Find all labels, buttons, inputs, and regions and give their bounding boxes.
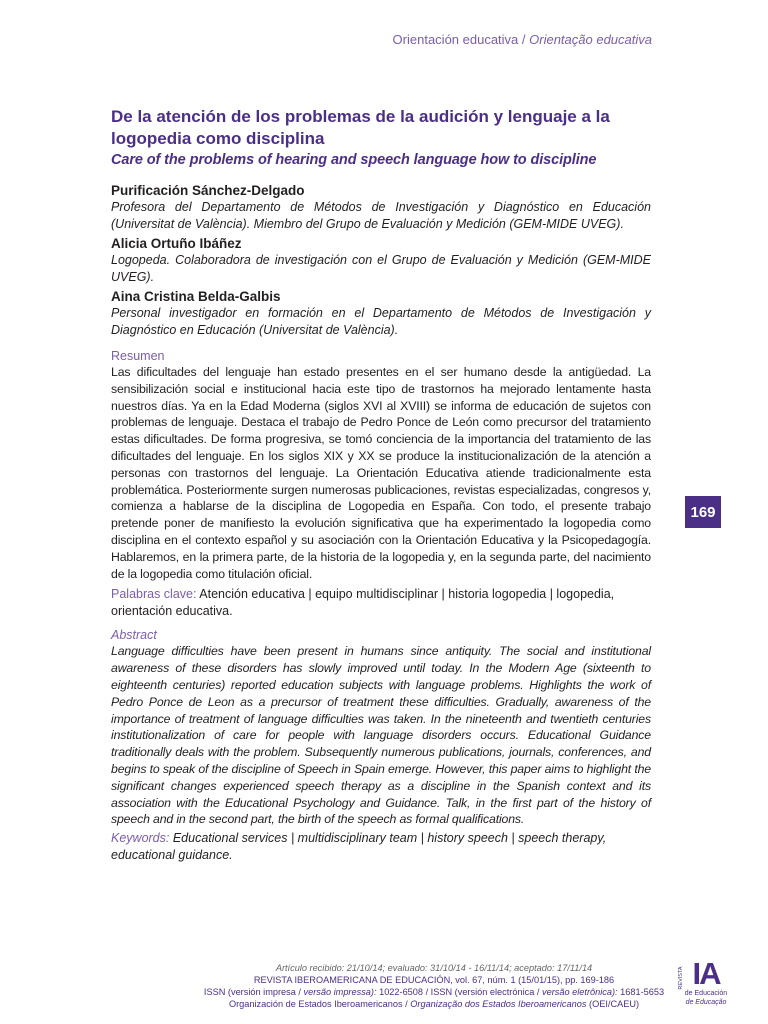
palabras-clave-text: Atención educativa | equipo multidisciplinar | historia logopedia | logopedia, orientación educativa. <box>111 587 615 619</box>
resumen-text: Las dificultades del lenguaje han estado presentes en el ser humano desde la antigüedad. La sensibilización social e institucional hacia este tipo de trastornos ha mejorado lentamente hasta nuestros días. Ya en la Edad Moderna (siglos XVI al XVIII) se informa de educación de sujetos con problemas de lenguaje. Destaca el trabajo de Pedro Ponce de León como precursor del tratamiento estas dificultades. De forma progresiva, se tomó conciencia de la importancia del tratamiento de las dificultades del lenguaje. En los siglos XIX y XX se produce la institucionalización de la atención a personas con trastornos del lenguaje. La Orientación Educativa atiende tradicionalmente esta problemática. Posteriormente surgen numerosas publicaciones, revistas especializadas, congresos y, comienza a hablarse de la disciplina de Logopedia en España. Con todo, el presente trabajo pretende poner de manifiesto la evolución significativa que ha experimentado la logopedia como disciplina en el contexto español y su asociación con la Orientación Educativa y la Psicopedagogía. Hablaremos, en la primera parte, de la historia de la logopedia y, en la segunda parte, del nacimiento de la logopedia como titulación oficial. <box>111 365 651 581</box>
abstract-heading: Abstract <box>111 628 157 643</box>
author-name: Alicia Ortuño Ibáñez <box>111 236 242 251</box>
resumen-heading: Resumen <box>111 349 165 363</box>
logo-line-2: de Educação <box>685 999 727 1006</box>
author-list <box>111 182 651 339</box>
section-name-es: Orientación educativa / <box>392 32 526 47</box>
issn-part: versão impressa): <box>303 987 377 997</box>
author-affiliation: Logopeda. Colaboradora de investigación con el Grupo de Evaluación y Medición (GEM-MIDE UVEG). <box>111 253 651 284</box>
issn-part: versão eletrônica): <box>542 987 618 997</box>
footer-dates: Artículo recibido: 21/10/14; evaluado: 31/10/14 - 16/11/14; aceptado: 17/11/14 <box>275 963 593 973</box>
org-part: Organización de Estados Iberoamericanos / <box>228 999 408 1009</box>
issn-part: 1022-6508 / ISSN (versión electrónica / <box>379 987 540 997</box>
keywords-text: Educational services | multidisciplinary team | history speech | speech therapy, educational guidance. <box>111 831 607 863</box>
palabras-clave-label: Palabras clave: <box>111 587 197 602</box>
journal-logo <box>676 950 728 1012</box>
issn-part: ISSN (versión impresa / <box>203 987 301 997</box>
author-name: Purificación Sánchez-Delgado <box>111 183 305 198</box>
author-affiliation: Profesora del Departamento de Métodos de Investigación y Diagnóstico en Educación (Universitat de València). Miembro del Grupo de Evaluación y Medición (GEM-MIDE UVEG). <box>111 200 651 231</box>
org-part: Organização dos Estados Iberoamericanos <box>410 999 587 1009</box>
footer-organization <box>200 998 668 1010</box>
article-title-en: Care of the problems of hearing and speech language how to discipline <box>111 152 597 168</box>
abstract-text: Language difficulties have been present in humans since antiquity. The social and institutional awareness of these disorders has slowly improved until today. In the Modern Age (sixteenth to eighteenth centuries) reported education subjects with language problems. Highlights the work of Pedro Ponce de Leon as a precursor of treatment these difficulties. Gradually, awareness of the importance of treatment of language difficulties was taken. In the nineteenth and twentieth centuries institutionalization of care for people with language disorders occurs. Educational Guidance traditionally deals with the problem. Subsequently numerous publications, journals, conferences, and begins to speak of the discipline of Speech in Spain emerge. However, this paper aims to highlight the significant changes experienced speech therapy as a discipline in the Spanish context and its association with the Educational Psychology and Guidance. Talk, in the first part of the history of speech and in the second part, the birth of the speech as formal qualifications. <box>111 644 651 827</box>
logo-side-text: REVISTA <box>678 966 684 990</box>
issn-part: 1681-5653 <box>620 987 665 997</box>
article-title-es: De la atención de los problemas de la audición y lenguaje a la logopedia como disciplina <box>111 107 610 148</box>
section-header <box>393 32 652 47</box>
logo-mark: IA <box>692 956 720 991</box>
keywords <box>111 830 651 864</box>
keywords-label: Keywords: <box>111 831 170 846</box>
org-part: (OEI/CAEU) <box>589 999 640 1009</box>
page-number: 169 <box>685 496 721 528</box>
logo-line-1: de Educación <box>684 990 728 997</box>
author-name: Aina Cristina Belda-Galbis <box>111 289 281 304</box>
footer-journal: REVISTA IBEROAMERICANA DE EDUCACIÓN, vol. 67, núm. 1 (15/01/15), pp. 169-186 <box>253 975 615 985</box>
article-content <box>111 106 651 864</box>
palabras-clave <box>111 586 651 620</box>
author-affiliation: Personal investigador en formación en el Departamento de Métodos de Investigación y Diagnóstico en Educación (Universitat de València). <box>111 306 651 337</box>
section-name-pt: Orientação educativa <box>529 32 652 47</box>
footer <box>200 962 668 1010</box>
footer-issn <box>200 986 668 998</box>
